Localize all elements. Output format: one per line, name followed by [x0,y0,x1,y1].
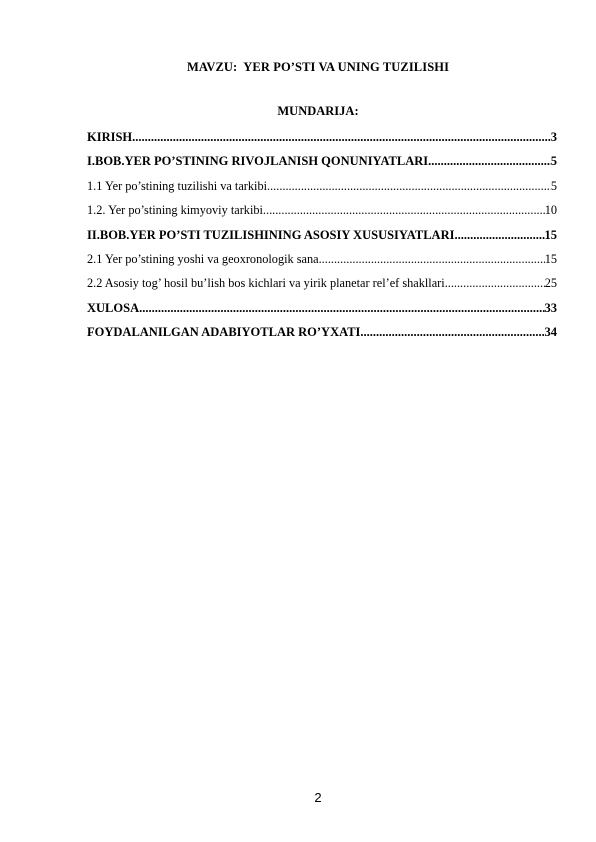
toc-entry-page: 5 [550,178,557,193]
toc-dot-leader [360,325,544,339]
toc-entry-references[interactable] [87,325,557,349]
toc-entry-page: 10 [544,203,557,218]
toc-entry-kirish[interactable] [87,130,557,154]
toc-entry-text: FOYDALANILGAN ADABIYOTLAR RO’YXATI [87,325,361,340]
toc-entry-section-1-2[interactable] [87,203,557,227]
toc-entry-xulosa[interactable] [87,301,557,325]
toc-entry-page: 33 [544,300,557,315]
toc-dot-leader [428,154,551,168]
toc-entry-chapter-2[interactable] [87,228,557,252]
toc-entry-page: 34 [544,325,557,340]
toc-entry-text: 1.2. Yer po’stining kimyoviy tarkibi [87,203,263,218]
toc-entry-page: 3 [550,130,557,144]
toc-entry-page: 15 [544,227,557,242]
toc-entry-section-1-1[interactable] [87,179,557,203]
toc-entry-text: 1.1 Yer po’stining tuzilishi va tarkibi [87,178,268,193]
toc-entry-chapter-1[interactable] [87,154,557,178]
toc-dot-leader [267,179,551,193]
toc-dot-leader [454,228,544,242]
toc-entry-page: 25 [544,276,557,291]
toc-dot-leader [263,203,545,217]
document-title: MAVZU: YER PO’STI VA UNING TUZILISHI [186,60,450,74]
toc-entry-text: 2.1 Yer po’stining yoshi va geoxronologik sana [87,251,319,266]
toc-dot-leader [445,276,545,290]
toc-entry-text: 2.2 Asosiy tog’ hosil bu’lish bos kichlari va yirik planetar rel’ef shakllari [87,276,445,291]
toc-heading: MUNDARIJA: [277,104,359,118]
table-of-contents [87,130,557,350]
toc-entry-text: XULOSA [87,300,140,315]
toc-entry-page: 15 [544,251,557,266]
toc-dot-leader [319,252,545,266]
toc-entry-text: I.BOB.YER PO’STINING RIVOJLANISH QONUNIYATLARI [87,154,429,169]
toc-entry-text: KIRISH [87,130,133,144]
toc-entry-text: II.BOB.YER PO’STI TUZILISHINING ASOSIY XUSUSIYATLARI [87,227,455,242]
toc-entry-section-2-1[interactable] [87,252,557,276]
toc-dot-leader [139,301,544,315]
toc-dot-leader [132,130,551,144]
toc-entry-section-2-2[interactable] [87,276,557,300]
page-number: 2 [314,790,322,805]
toc-entry-page: 5 [550,154,557,169]
